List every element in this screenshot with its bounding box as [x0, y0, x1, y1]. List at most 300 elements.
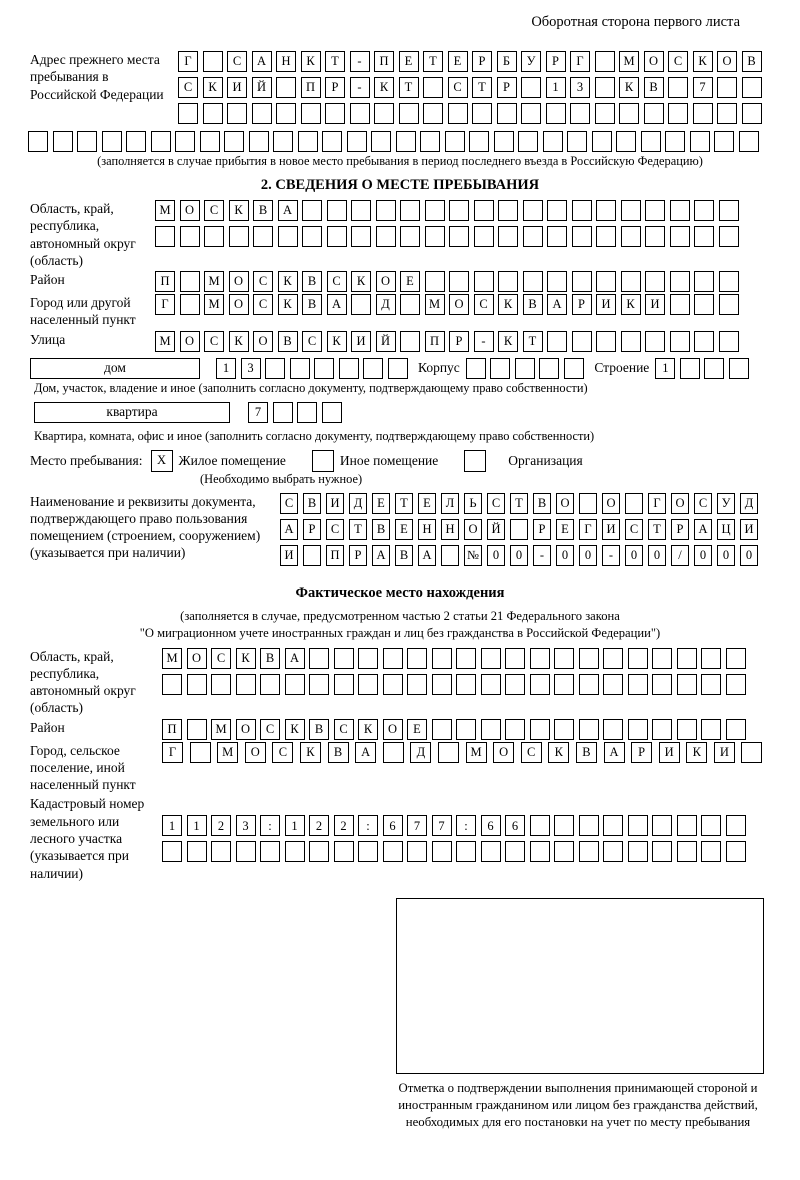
char-cell[interactable]	[530, 648, 550, 669]
char-cell[interactable]	[505, 841, 525, 862]
char-cell[interactable]: М	[211, 719, 231, 740]
char-cell[interactable]	[301, 103, 321, 124]
char-cell[interactable]: О	[187, 648, 207, 669]
char-cell[interactable]: П	[374, 51, 394, 72]
char-cell[interactable]	[628, 648, 648, 669]
char-cell[interactable]	[278, 226, 298, 247]
char-cell[interactable]: Г	[155, 294, 175, 315]
char-cell[interactable]	[547, 271, 567, 292]
char-cell[interactable]: Г	[648, 493, 666, 514]
char-cell[interactable]	[717, 103, 737, 124]
char-cell[interactable]: С	[253, 294, 273, 315]
char-cell[interactable]: 0	[717, 545, 735, 566]
char-cell[interactable]	[677, 815, 697, 836]
char-cell[interactable]: 0	[625, 545, 643, 566]
char-cell[interactable]	[314, 358, 334, 379]
char-cell[interactable]	[621, 271, 641, 292]
checkbox-organization[interactable]	[464, 450, 486, 472]
char-cell[interactable]: :	[358, 815, 378, 836]
char-cell[interactable]	[376, 200, 396, 221]
char-cell[interactable]	[498, 200, 518, 221]
char-cell[interactable]: К	[358, 719, 378, 740]
char-cell[interactable]	[363, 358, 383, 379]
char-cell[interactable]	[178, 103, 198, 124]
char-cell[interactable]: Б	[497, 51, 517, 72]
char-cell[interactable]: -	[350, 77, 370, 98]
char-cell[interactable]	[505, 648, 525, 669]
char-cell[interactable]: М	[425, 294, 445, 315]
char-cell[interactable]: К	[278, 294, 298, 315]
char-cell[interactable]	[298, 131, 318, 152]
char-cell[interactable]: Е	[556, 519, 574, 540]
char-cell[interactable]	[351, 200, 371, 221]
char-cell[interactable]: П	[162, 719, 182, 740]
char-cell[interactable]	[126, 131, 146, 152]
char-cell[interactable]: И	[351, 331, 371, 352]
char-cell[interactable]	[456, 674, 476, 695]
char-cell[interactable]: К	[498, 294, 518, 315]
char-cell[interactable]: Т	[523, 331, 543, 352]
char-cell[interactable]: С	[280, 493, 298, 514]
char-cell[interactable]: Й	[376, 331, 396, 352]
char-cell[interactable]: Т	[349, 519, 367, 540]
char-cell[interactable]	[334, 674, 354, 695]
char-cell[interactable]: О	[671, 493, 689, 514]
char-cell[interactable]	[670, 226, 690, 247]
char-cell[interactable]	[204, 226, 224, 247]
char-cell[interactable]: Т	[399, 77, 419, 98]
char-cell[interactable]	[432, 674, 452, 695]
char-cell[interactable]	[297, 402, 317, 423]
char-cell[interactable]	[572, 331, 592, 352]
char-cell[interactable]	[236, 841, 256, 862]
char-cell[interactable]	[253, 226, 273, 247]
char-cell[interactable]: А	[418, 545, 436, 566]
char-cell[interactable]: Д	[740, 493, 758, 514]
char-cell[interactable]: С	[260, 719, 280, 740]
char-cell[interactable]	[726, 674, 746, 695]
char-cell[interactable]: 0	[487, 545, 505, 566]
char-cell[interactable]: Й	[252, 77, 272, 98]
char-cell[interactable]	[425, 271, 445, 292]
char-cell[interactable]: К	[229, 200, 249, 221]
char-cell[interactable]: А	[355, 742, 376, 763]
char-cell[interactable]: К	[236, 648, 256, 669]
char-cell[interactable]: М	[204, 294, 224, 315]
char-cell[interactable]	[505, 674, 525, 695]
char-cell[interactable]: -	[350, 51, 370, 72]
char-cell[interactable]	[420, 131, 440, 152]
char-cell[interactable]	[510, 519, 528, 540]
char-cell[interactable]: О	[180, 200, 200, 221]
char-cell[interactable]	[515, 358, 535, 379]
char-cell[interactable]	[383, 841, 403, 862]
char-cell[interactable]	[694, 294, 714, 315]
char-cell[interactable]	[432, 648, 452, 669]
char-cell[interactable]	[187, 719, 207, 740]
char-cell[interactable]	[481, 841, 501, 862]
char-cell[interactable]	[603, 648, 623, 669]
char-cell[interactable]	[554, 815, 574, 836]
char-cell[interactable]	[187, 841, 207, 862]
char-cell[interactable]	[407, 674, 427, 695]
char-cell[interactable]	[474, 200, 494, 221]
char-cell[interactable]	[547, 226, 567, 247]
char-cell[interactable]	[388, 358, 408, 379]
char-cell[interactable]	[596, 200, 616, 221]
char-cell[interactable]: 3	[570, 77, 590, 98]
char-cell[interactable]	[400, 331, 420, 352]
char-cell[interactable]	[351, 294, 371, 315]
char-cell[interactable]: 0	[510, 545, 528, 566]
char-cell[interactable]: М	[466, 742, 487, 763]
char-cell[interactable]: К	[285, 719, 305, 740]
char-cell[interactable]: В	[260, 648, 280, 669]
char-cell[interactable]	[701, 648, 721, 669]
char-cell[interactable]	[322, 131, 342, 152]
char-cell[interactable]: А	[604, 742, 625, 763]
char-cell[interactable]: В	[372, 519, 390, 540]
char-cell[interactable]	[423, 77, 443, 98]
char-cell[interactable]	[652, 815, 672, 836]
char-cell[interactable]	[334, 841, 354, 862]
char-cell[interactable]	[621, 331, 641, 352]
char-cell[interactable]	[327, 226, 347, 247]
char-cell[interactable]	[652, 674, 672, 695]
char-cell[interactable]	[701, 815, 721, 836]
char-cell[interactable]	[322, 402, 342, 423]
char-cell[interactable]	[276, 103, 296, 124]
char-cell[interactable]	[616, 131, 636, 152]
char-cell[interactable]	[603, 719, 623, 740]
char-cell[interactable]	[603, 815, 623, 836]
char-cell[interactable]: 1	[216, 358, 236, 379]
char-cell[interactable]	[425, 200, 445, 221]
char-cell[interactable]	[668, 77, 688, 98]
char-cell[interactable]: О	[449, 294, 469, 315]
char-cell[interactable]	[521, 77, 541, 98]
char-cell[interactable]: Р	[325, 77, 345, 98]
char-cell[interactable]	[579, 493, 597, 514]
char-cell[interactable]	[229, 226, 249, 247]
char-cell[interactable]: Р	[472, 51, 492, 72]
char-cell[interactable]	[102, 131, 122, 152]
char-cell[interactable]: О	[245, 742, 266, 763]
char-cell[interactable]	[530, 841, 550, 862]
char-cell[interactable]: 7	[248, 402, 268, 423]
char-cell[interactable]	[644, 103, 664, 124]
char-cell[interactable]	[539, 358, 559, 379]
char-cell[interactable]: О	[464, 519, 482, 540]
char-cell[interactable]	[249, 131, 269, 152]
char-cell[interactable]	[726, 719, 746, 740]
char-cell[interactable]	[579, 841, 599, 862]
char-cell[interactable]	[350, 103, 370, 124]
char-cell[interactable]: 6	[505, 815, 525, 836]
char-cell[interactable]	[701, 841, 721, 862]
char-cell[interactable]: Р	[631, 742, 652, 763]
char-cell[interactable]	[704, 358, 724, 379]
char-cell[interactable]: 0	[579, 545, 597, 566]
char-cell[interactable]	[211, 841, 231, 862]
char-cell[interactable]	[400, 226, 420, 247]
char-cell[interactable]	[619, 103, 639, 124]
char-cell[interactable]: А	[252, 51, 272, 72]
char-cell[interactable]: А	[327, 294, 347, 315]
char-cell[interactable]	[347, 131, 367, 152]
char-cell[interactable]: А	[694, 519, 712, 540]
char-cell[interactable]	[579, 815, 599, 836]
char-cell[interactable]	[260, 841, 280, 862]
char-cell[interactable]	[670, 200, 690, 221]
char-cell[interactable]: 0	[648, 545, 666, 566]
char-cell[interactable]: Р	[449, 331, 469, 352]
char-cell[interactable]: Н	[418, 519, 436, 540]
char-cell[interactable]	[670, 294, 690, 315]
char-cell[interactable]	[456, 719, 476, 740]
char-cell[interactable]: В	[742, 51, 762, 72]
char-cell[interactable]	[302, 226, 322, 247]
char-cell[interactable]	[547, 200, 567, 221]
char-cell[interactable]: В	[576, 742, 597, 763]
char-cell[interactable]: Ь	[464, 493, 482, 514]
char-cell[interactable]: С	[694, 493, 712, 514]
char-cell[interactable]	[432, 719, 452, 740]
char-cell[interactable]	[719, 226, 739, 247]
char-cell[interactable]	[265, 358, 285, 379]
char-cell[interactable]: С	[474, 294, 494, 315]
char-cell[interactable]	[645, 331, 665, 352]
char-cell[interactable]: О	[493, 742, 514, 763]
char-cell[interactable]: 0	[740, 545, 758, 566]
char-cell[interactable]	[472, 103, 492, 124]
checkbox-residential[interactable]: X	[151, 450, 173, 472]
char-cell[interactable]: Е	[399, 51, 419, 72]
char-cell[interactable]	[400, 294, 420, 315]
char-cell[interactable]: С	[327, 271, 347, 292]
char-cell[interactable]: К	[693, 51, 713, 72]
char-cell[interactable]: 1	[285, 815, 305, 836]
char-cell[interactable]	[449, 200, 469, 221]
char-cell[interactable]: Е	[400, 271, 420, 292]
char-cell[interactable]	[596, 226, 616, 247]
char-cell[interactable]: О	[253, 331, 273, 352]
char-cell[interactable]: 0	[694, 545, 712, 566]
char-cell[interactable]: В	[303, 493, 321, 514]
char-cell[interactable]: О	[383, 719, 403, 740]
char-cell[interactable]	[180, 226, 200, 247]
char-cell[interactable]	[162, 841, 182, 862]
char-cell[interactable]	[523, 271, 543, 292]
char-cell[interactable]: И	[326, 493, 344, 514]
char-cell[interactable]: О	[376, 271, 396, 292]
char-cell[interactable]	[498, 226, 518, 247]
char-cell[interactable]	[554, 674, 574, 695]
char-cell[interactable]	[572, 200, 592, 221]
char-cell[interactable]	[358, 648, 378, 669]
char-cell[interactable]: У	[521, 51, 541, 72]
char-cell[interactable]	[309, 841, 329, 862]
char-cell[interactable]: 6	[481, 815, 501, 836]
char-cell[interactable]	[290, 358, 310, 379]
char-cell[interactable]	[595, 103, 615, 124]
char-cell[interactable]: 7	[432, 815, 452, 836]
char-cell[interactable]	[339, 358, 359, 379]
char-cell[interactable]: О	[236, 719, 256, 740]
char-cell[interactable]	[530, 674, 550, 695]
char-cell[interactable]: Т	[395, 493, 413, 514]
char-cell[interactable]	[325, 103, 345, 124]
char-cell[interactable]: Д	[349, 493, 367, 514]
char-cell[interactable]	[505, 719, 525, 740]
char-cell[interactable]: К	[278, 271, 298, 292]
char-cell[interactable]: 1	[655, 358, 675, 379]
char-cell[interactable]	[285, 841, 305, 862]
char-cell[interactable]	[628, 719, 648, 740]
char-cell[interactable]: Т	[423, 51, 443, 72]
char-cell[interactable]	[719, 294, 739, 315]
char-cell[interactable]	[180, 271, 200, 292]
char-cell[interactable]: О	[556, 493, 574, 514]
char-cell[interactable]	[423, 103, 443, 124]
char-cell[interactable]: С	[334, 719, 354, 740]
char-cell[interactable]	[719, 331, 739, 352]
char-cell[interactable]	[729, 358, 749, 379]
char-cell[interactable]: И	[659, 742, 680, 763]
char-cell[interactable]	[187, 674, 207, 695]
char-cell[interactable]: М	[155, 200, 175, 221]
char-cell[interactable]	[77, 131, 97, 152]
char-cell[interactable]	[358, 841, 378, 862]
char-cell[interactable]	[425, 226, 445, 247]
char-cell[interactable]: Р	[303, 519, 321, 540]
char-cell[interactable]: А	[285, 648, 305, 669]
char-cell[interactable]	[579, 648, 599, 669]
char-cell[interactable]	[481, 648, 501, 669]
char-cell[interactable]	[595, 77, 615, 98]
char-cell[interactable]: С	[227, 51, 247, 72]
char-cell[interactable]: К	[374, 77, 394, 98]
char-cell[interactable]	[554, 719, 574, 740]
char-cell[interactable]: И	[645, 294, 665, 315]
char-cell[interactable]	[481, 674, 501, 695]
char-cell[interactable]: К	[498, 331, 518, 352]
char-cell[interactable]	[668, 103, 688, 124]
char-cell[interactable]: О	[644, 51, 664, 72]
char-cell[interactable]: М	[217, 742, 238, 763]
char-cell[interactable]: В	[309, 719, 329, 740]
char-cell[interactable]: С	[204, 200, 224, 221]
char-cell[interactable]: Р	[546, 51, 566, 72]
char-cell[interactable]: 6	[383, 815, 403, 836]
char-cell[interactable]: 2	[334, 815, 354, 836]
char-cell[interactable]	[498, 271, 518, 292]
char-cell[interactable]	[726, 815, 746, 836]
char-cell[interactable]: 2	[211, 815, 231, 836]
char-cell[interactable]	[694, 200, 714, 221]
char-cell[interactable]	[554, 841, 574, 862]
char-cell[interactable]	[456, 841, 476, 862]
char-cell[interactable]	[595, 51, 615, 72]
char-cell[interactable]	[303, 545, 321, 566]
char-cell[interactable]	[652, 841, 672, 862]
char-cell[interactable]	[203, 103, 223, 124]
char-cell[interactable]: С	[211, 648, 231, 669]
char-cell[interactable]	[742, 103, 762, 124]
char-cell[interactable]: /	[671, 545, 689, 566]
char-cell[interactable]	[572, 271, 592, 292]
char-cell[interactable]: П	[301, 77, 321, 98]
char-cell[interactable]	[714, 131, 734, 152]
char-cell[interactable]	[490, 358, 510, 379]
char-cell[interactable]: О	[229, 294, 249, 315]
char-cell[interactable]: 1	[546, 77, 566, 98]
char-cell[interactable]	[690, 131, 710, 152]
char-cell[interactable]	[554, 648, 574, 669]
char-cell[interactable]: 0	[556, 545, 574, 566]
char-cell[interactable]: -	[474, 331, 494, 352]
char-cell[interactable]	[701, 674, 721, 695]
char-cell[interactable]: В	[278, 331, 298, 352]
char-cell[interactable]: Р	[533, 519, 551, 540]
char-cell[interactable]	[621, 226, 641, 247]
char-cell[interactable]	[466, 358, 486, 379]
char-cell[interactable]	[628, 841, 648, 862]
char-cell[interactable]	[358, 674, 378, 695]
char-cell[interactable]	[190, 742, 211, 763]
char-cell[interactable]: У	[717, 493, 735, 514]
char-cell[interactable]	[742, 77, 762, 98]
char-cell[interactable]: В	[328, 742, 349, 763]
char-cell[interactable]	[376, 226, 396, 247]
char-cell[interactable]	[739, 131, 759, 152]
char-cell[interactable]: С	[668, 51, 688, 72]
char-cell[interactable]	[543, 131, 563, 152]
char-cell[interactable]	[652, 648, 672, 669]
char-cell[interactable]: М	[619, 51, 639, 72]
char-cell[interactable]	[474, 271, 494, 292]
char-cell[interactable]: №	[464, 545, 482, 566]
char-cell[interactable]	[396, 131, 416, 152]
char-cell[interactable]: Н	[441, 519, 459, 540]
char-cell[interactable]: И	[714, 742, 735, 763]
char-cell[interactable]	[717, 77, 737, 98]
char-cell[interactable]	[547, 331, 567, 352]
char-cell[interactable]	[677, 719, 697, 740]
char-cell[interactable]	[592, 131, 612, 152]
char-cell[interactable]	[162, 674, 182, 695]
char-cell[interactable]	[432, 841, 452, 862]
char-cell[interactable]: Г	[178, 51, 198, 72]
char-cell[interactable]: Т	[510, 493, 528, 514]
char-cell[interactable]	[677, 674, 697, 695]
char-cell[interactable]	[449, 271, 469, 292]
char-cell[interactable]: 3	[241, 358, 261, 379]
char-cell[interactable]	[652, 719, 672, 740]
char-cell[interactable]: К	[351, 271, 371, 292]
char-cell[interactable]	[694, 331, 714, 352]
char-cell[interactable]: В	[253, 200, 273, 221]
char-cell[interactable]: 2	[309, 815, 329, 836]
char-cell[interactable]: К	[203, 77, 223, 98]
char-cell[interactable]	[438, 742, 459, 763]
char-cell[interactable]: К	[229, 331, 249, 352]
char-cell[interactable]: 7	[693, 77, 713, 98]
char-cell[interactable]: С	[625, 519, 643, 540]
char-cell[interactable]	[180, 294, 200, 315]
char-cell[interactable]: С	[253, 271, 273, 292]
char-cell[interactable]: 1	[187, 815, 207, 836]
